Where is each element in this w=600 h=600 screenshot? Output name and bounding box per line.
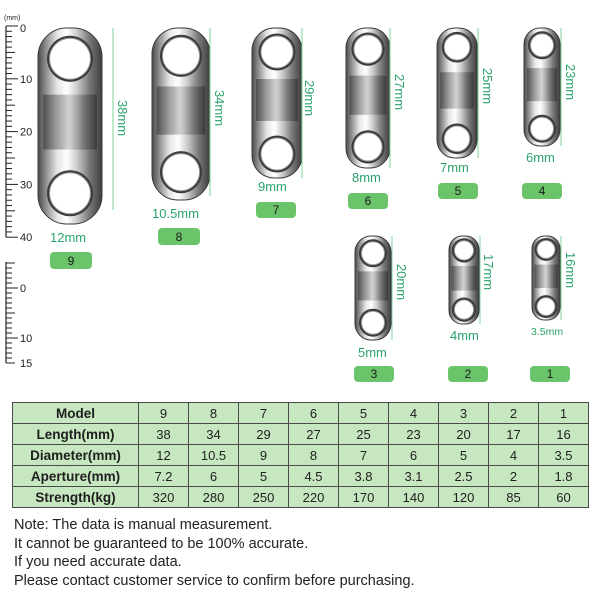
- diameter-label: 12mm: [50, 230, 87, 245]
- diameter-label: 10.5mm: [152, 206, 199, 221]
- diameter-label: 8mm: [352, 170, 381, 185]
- model-badge-label: 8: [175, 230, 183, 244]
- spec-cell: 10.5: [189, 445, 239, 466]
- ruler-label: 40: [20, 232, 33, 245]
- length-label: 16mm: [563, 251, 578, 289]
- model-badge: [530, 366, 570, 382]
- spec-cell: 17: [489, 424, 539, 445]
- spec-cell: 3.1: [389, 466, 439, 487]
- spec-cell: 1: [539, 403, 589, 424]
- model-badge-label: 9: [67, 254, 75, 268]
- spec-cell: 9: [239, 445, 289, 466]
- length-label: 17mm: [481, 253, 496, 291]
- spec-cell: 120: [439, 487, 489, 508]
- spec-cell: 220: [289, 487, 339, 508]
- spec-cell: 4: [489, 445, 539, 466]
- ruler-unit-label: (mm): [4, 15, 21, 22]
- note-line: It cannot be guaranteed to be 100% accurate.: [14, 535, 309, 552]
- spec-cell: 2: [489, 466, 539, 487]
- model-badge: [522, 183, 562, 199]
- spec-cell: 6: [389, 445, 439, 466]
- length-label: 34mm: [212, 89, 227, 127]
- spec-row: [13, 466, 589, 487]
- spec-cell: 7: [339, 445, 389, 466]
- spec-cell: 280: [189, 487, 239, 508]
- swivel-ring-image: [252, 28, 302, 178]
- ruler-label: 0: [20, 23, 27, 35]
- spec-cell: 140: [389, 487, 439, 508]
- product-list: [38, 28, 578, 382]
- spec-table: [12, 402, 589, 508]
- spec-row-header: Aperture(mm): [13, 466, 139, 487]
- spec-cell: 4.5: [289, 466, 339, 487]
- notes: [14, 516, 594, 590]
- model-badge: [158, 228, 200, 245]
- spec-row: [13, 487, 589, 508]
- spec-row-header: Diameter(mm): [13, 445, 139, 466]
- length-label: 29mm: [302, 79, 317, 117]
- spec-cell: 250: [239, 487, 289, 508]
- swivel-ring-image: [437, 28, 477, 158]
- spec-cell: 25: [339, 424, 389, 445]
- ruler-label: 30: [20, 179, 33, 192]
- swivel-ring-image: [38, 28, 102, 224]
- spec-cell: 170: [339, 487, 389, 508]
- spec-cell: 23: [389, 424, 439, 445]
- product-item: [252, 28, 317, 218]
- spec-cell: 12: [139, 445, 189, 466]
- product-item: [152, 28, 227, 245]
- diameter-label: 4mm: [450, 328, 479, 343]
- model-badge: [256, 202, 296, 218]
- product-item: [346, 28, 407, 209]
- swivel-ring-image: [532, 236, 560, 320]
- model-badge-label: 7: [272, 203, 280, 217]
- model-badge: [448, 366, 488, 382]
- spec-cell: 5: [439, 445, 489, 466]
- ruler-label: 10: [20, 333, 33, 345]
- note-line: Note: The data is manual measurement.: [14, 517, 273, 533]
- spec-cell: 7.2: [139, 466, 189, 487]
- diameter-label: 9mm: [258, 179, 287, 194]
- spec-cell: 34: [189, 424, 239, 445]
- spec-cell: 6: [289, 403, 339, 424]
- model-badge: [354, 366, 394, 382]
- spec-cell: 85: [489, 487, 539, 508]
- spec-cell: 16: [539, 424, 589, 445]
- diameter-label: 7mm: [440, 160, 469, 175]
- model-badge-label: 4: [538, 184, 546, 198]
- note-line: Please contact customer service to confirm before purchasing.: [14, 572, 415, 589]
- spec-row: [13, 403, 589, 424]
- spec-cell: 7: [239, 403, 289, 424]
- length-label: 23mm: [563, 63, 578, 101]
- diameter-label: 3.5mm: [531, 326, 564, 338]
- product-item: [38, 28, 130, 269]
- spec-row-header: Strength(kg): [13, 487, 139, 508]
- spec-row-header: Length(mm): [13, 424, 139, 445]
- length-label: 38mm: [115, 99, 130, 137]
- ruler-label: 15: [20, 358, 33, 370]
- spec-cell: 9: [139, 403, 189, 424]
- product-item: [437, 28, 495, 199]
- spec-cell: 5: [239, 466, 289, 487]
- spec-cell: 8: [189, 403, 239, 424]
- spec-cell: 4: [389, 403, 439, 424]
- product-item: [354, 236, 409, 382]
- model-badge-label: 1: [546, 367, 554, 381]
- model-badge-label: 2: [464, 367, 472, 381]
- spec-cell: 27: [289, 424, 339, 445]
- model-badge-label: 3: [370, 367, 378, 381]
- swivel-ring-image: [152, 28, 210, 200]
- spec-cell: 20: [439, 424, 489, 445]
- ruler-label: 20: [20, 126, 33, 139]
- spec-cell: 320: [139, 487, 189, 508]
- length-label: 27mm: [392, 73, 407, 111]
- spec-cell: 2.5: [439, 466, 489, 487]
- spec-cell: 1.8: [539, 466, 589, 487]
- model-badge: [348, 193, 388, 209]
- product-item: [530, 236, 578, 382]
- ruler: [4, 15, 32, 370]
- spec-cell: 38: [139, 424, 189, 445]
- spec-cell: 5: [339, 403, 389, 424]
- product-item: [522, 28, 578, 199]
- spec-cell: 3.8: [339, 466, 389, 487]
- note-line: If you need accurate data.: [14, 554, 182, 570]
- spec-cell: 3.5: [539, 445, 589, 466]
- spec-cell: 2: [489, 403, 539, 424]
- length-label: 25mm: [480, 67, 495, 105]
- spec-cell: 8: [289, 445, 339, 466]
- swivel-ring-image: [355, 236, 391, 340]
- spec-row: [13, 445, 589, 466]
- model-badge-label: 6: [364, 194, 372, 208]
- spec-cell: 3: [439, 403, 489, 424]
- diameter-label: 6mm: [526, 150, 555, 165]
- ruler-label: 0: [20, 283, 27, 295]
- swivel-ring-image: [524, 28, 560, 146]
- diameter-label: 5mm: [358, 345, 387, 360]
- swivel-ring-image: [449, 236, 479, 324]
- spec-cell: 29: [239, 424, 289, 445]
- length-label: 20mm: [394, 263, 409, 301]
- product-item: [448, 236, 496, 382]
- swivel-ring-image: [346, 28, 390, 168]
- model-badge: [50, 252, 92, 269]
- model-badge-label: 5: [454, 184, 462, 198]
- spec-row-header: Model: [13, 403, 139, 424]
- spec-cell: 60: [539, 487, 589, 508]
- spec-row: [13, 424, 589, 445]
- model-badge: [438, 183, 478, 199]
- ruler-label: 10: [20, 73, 33, 86]
- spec-cell: 6: [189, 466, 239, 487]
